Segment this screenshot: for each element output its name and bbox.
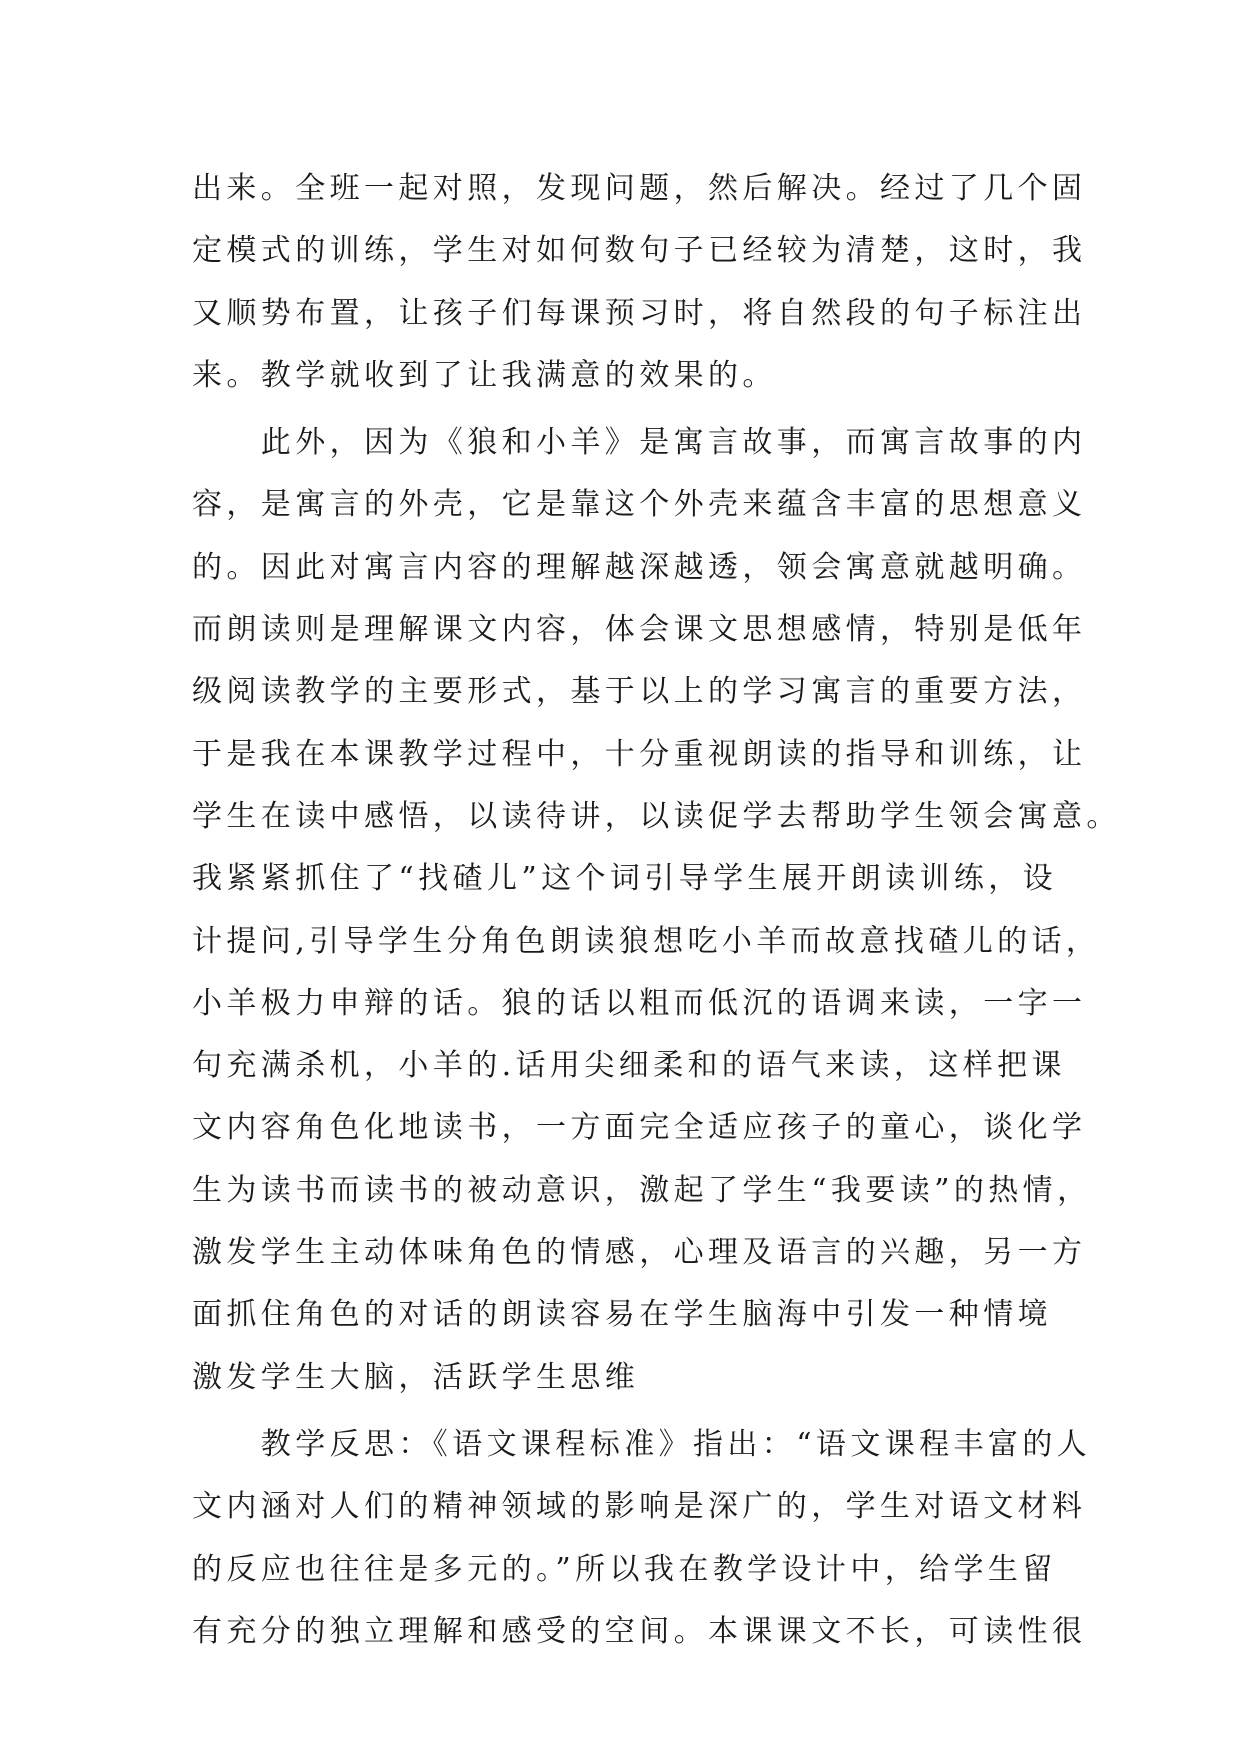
paragraph-3 (192, 1414, 1092, 1663)
text-line: 的反应也往往是多元的。”所以我在教学设计中，给学生留 (192, 1551, 1057, 1587)
text-line: 激发学生主动体味角色的情感，心理及语言的兴趣，另一方 (192, 1235, 1087, 1271)
text-line: 激发学生大脑，活跃学生思维 (192, 1359, 640, 1395)
text-line: 学生在读中感悟，以读待讲，以读促学去帮助学生领会寓意。 (192, 798, 1121, 834)
body-text (192, 158, 1121, 1663)
text-line: 文内涵对人们的精神领域的影响是深广的，学生对语文材料 (192, 1489, 1087, 1525)
text-line: 定模式的训练，学生对如何数句子已经较为清楚，这时，我 (192, 233, 1087, 269)
text-line: 面抓住角色的对话的朗读容易在学生脑海中引发一种情境 (192, 1297, 1052, 1333)
text-line: 的。因此对寓言内容的理解越深越透，领会寓意就越明确。 (192, 549, 1087, 585)
text-line: 此外，因为《狼和小羊》是寓言故事，而寓言故事的内 (192, 425, 1087, 461)
text-line: 有充分的独立理解和感受的空间。本课课文不长，可读性很 (192, 1613, 1087, 1649)
paragraph-2 (192, 412, 1121, 1409)
text-line: 我紧紧抓住了“找碴儿”这个词引导学生展开朗读训练，设 (192, 861, 1058, 897)
text-line: 于是我在本课教学过程中，十分重视朗读的指导和训练，让 (192, 736, 1087, 772)
text-line: 级阅读教学的主要形式，基于以上的学习寓言的重要方法， (192, 674, 1087, 710)
text-line: 生为读书而读书的被动意识，激起了学生“我要读”的热情， (192, 1172, 1092, 1208)
text-line: 容，是寓言的外壳，它是靠这个外壳来蕴含丰富的思想意义 (192, 487, 1087, 523)
text-line: 句充满杀机，小羊的.话用尖细柔和的语气来读，这样把课 (192, 1048, 1066, 1084)
text-line: 出来。全班一起对照，发现问题，然后解决。经过了几个固 (192, 171, 1087, 206)
text-line: 文内容角色化地读书，一方面完全适应孩子的童心，谈化学 (192, 1110, 1087, 1146)
text-line: 计提问,引导学生分角色朗读狼想吃小羊而故意找碴儿的话， (192, 923, 1101, 959)
text-line: 来。教学就收到了让我满意的效果的。 (192, 357, 777, 393)
paragraph-1 (192, 158, 1087, 407)
text-line: 而朗读则是理解课文内容，体会课文思想感情，特别是低年 (192, 612, 1087, 648)
text-line: 教学反思：《语文课程标准》指出：“语文课程丰富的人 (192, 1426, 1092, 1462)
text-line: 小羊极力申辩的话。狼的话以粗而低沉的语调来读，一字一 (192, 985, 1087, 1021)
text-line: 又顺势布置，让孩子们每课预习时，将自然段的句子标注出 (192, 295, 1087, 331)
